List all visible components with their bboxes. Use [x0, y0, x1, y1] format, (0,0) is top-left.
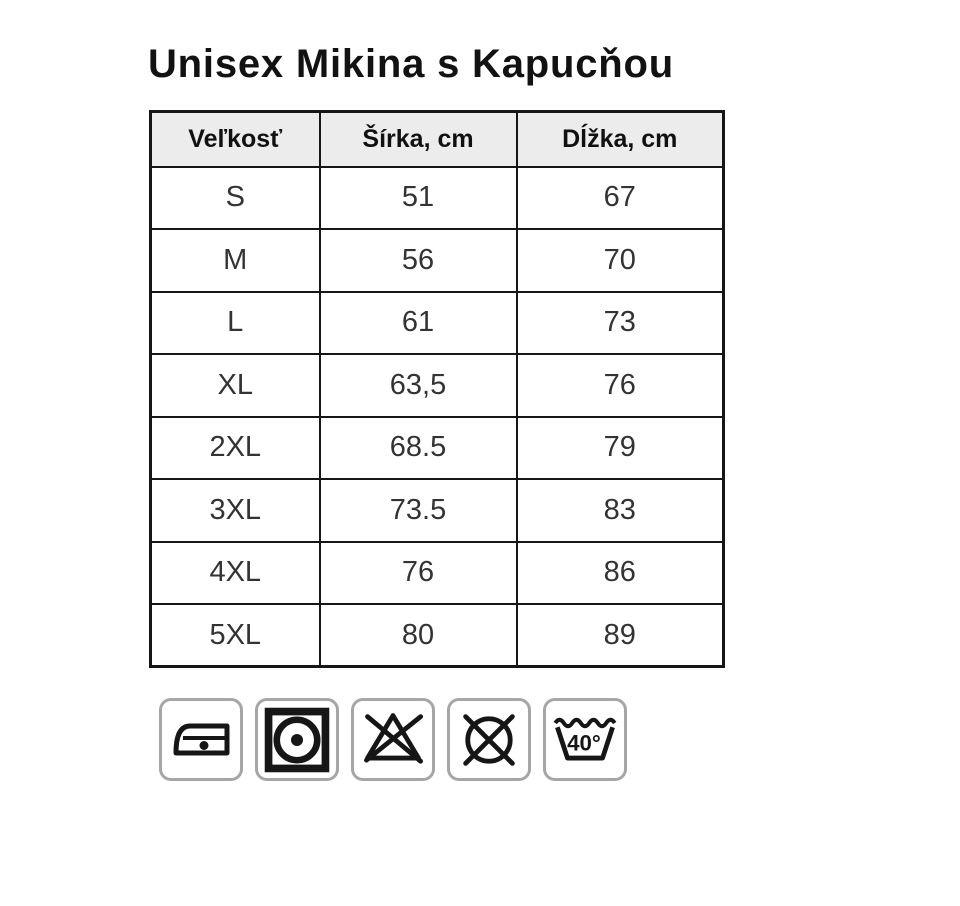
- do-not-bleach-icon: [359, 706, 427, 774]
- page-title: Unisex Mikina s Kapucňou: [148, 42, 674, 86]
- iron-icon: [159, 698, 243, 781]
- do-not-dry-clean-icon: [447, 698, 531, 781]
- table-row: [151, 354, 724, 417]
- table-row: [151, 292, 724, 355]
- size-cell: L: [151, 292, 320, 355]
- width-cell: 61: [320, 292, 517, 355]
- column-header-size: Veľkosť: [151, 112, 320, 167]
- length-cell: 89: [517, 604, 724, 667]
- do-not-dry-clean-icon: [455, 706, 523, 774]
- do-not-bleach-icon: [351, 698, 435, 781]
- length-cell: 73: [517, 292, 724, 355]
- tumble-dry-icon: [262, 705, 332, 775]
- table-row: [151, 229, 724, 292]
- size-cell: M: [151, 229, 320, 292]
- column-header-length: Dĺžka, cm: [517, 112, 724, 167]
- wash-temperature-label: 40°: [567, 730, 601, 756]
- header-row: [151, 112, 724, 167]
- length-cell: 79: [517, 417, 724, 480]
- table-row: [151, 167, 724, 230]
- width-cell: 80: [320, 604, 517, 667]
- wash-40-icon: [543, 698, 627, 781]
- table-row: [151, 604, 724, 667]
- table-row: [151, 417, 724, 480]
- width-cell: 51: [320, 167, 517, 230]
- column-header-width: Šírka, cm: [320, 112, 517, 167]
- size-cell: 4XL: [151, 542, 320, 605]
- iron-icon: [168, 708, 234, 772]
- size-cell: XL: [151, 354, 320, 417]
- care-symbols-row: [159, 698, 627, 781]
- size-cell: 2XL: [151, 417, 320, 480]
- tumble-dry-icon: [255, 698, 339, 781]
- length-cell: 83: [517, 479, 724, 542]
- table-row: [151, 542, 724, 605]
- length-cell: 70: [517, 229, 724, 292]
- table-row: [151, 479, 724, 542]
- length-cell: 86: [517, 542, 724, 605]
- wash-40-icon: [551, 706, 619, 774]
- size-cell: 3XL: [151, 479, 320, 542]
- width-cell: 68.5: [320, 417, 517, 480]
- length-cell: 76: [517, 354, 724, 417]
- size-cell: 5XL: [151, 604, 320, 667]
- width-cell: 73.5: [320, 479, 517, 542]
- width-cell: 76: [320, 542, 517, 605]
- size-table: [149, 110, 725, 668]
- width-cell: 56: [320, 229, 517, 292]
- size-cell: S: [151, 167, 320, 230]
- width-cell: 63,5: [320, 354, 517, 417]
- length-cell: 67: [517, 167, 724, 230]
